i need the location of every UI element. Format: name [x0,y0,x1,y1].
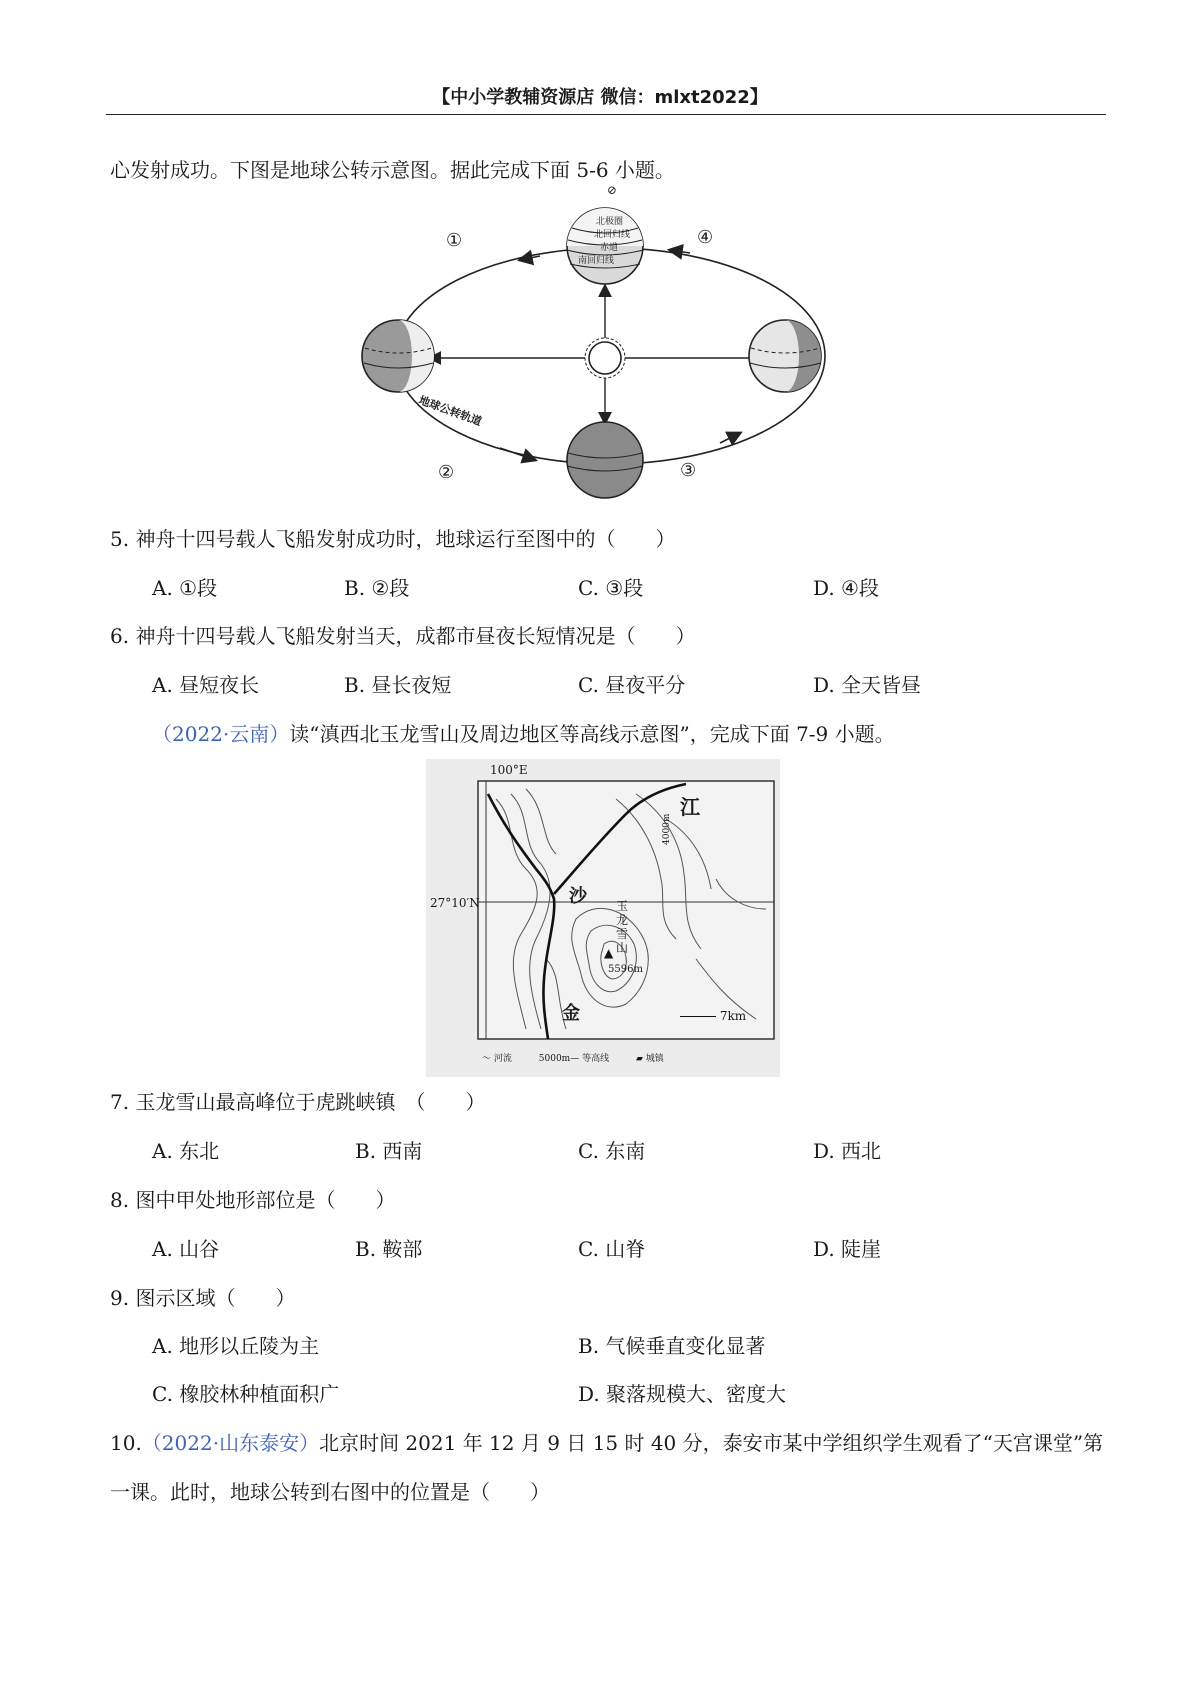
map-river-char-jin: 金 [562,1003,580,1024]
globe-label-3: 赤道 [600,243,619,253]
map-peak-label: 5596m [608,964,643,975]
page-header: 【中小学教辅资源店 微信：mlxt2022】 [432,87,768,108]
q7-option-d[interactable]: D. 西北 [813,1139,882,1163]
arc-label-1: ① [446,230,463,251]
q7-stem: 7. 玉龙雪山最高峰位于虎跳峡镇 （ ） [110,1090,486,1114]
intro-line: 心发射成功。下图是地球公转示意图。据此完成下面 5-6 小题。 [110,158,675,182]
q10-line-1 [110,1429,1103,1457]
map-elevation-label: 4000m [662,813,672,845]
q5-option-b[interactable]: B. ②段 [344,576,410,600]
q10-line-2: 一课。此时，地球公转到右图中的位置是（ ） [110,1480,550,1504]
group-7-9-intro [152,720,895,748]
q5-option-a[interactable]: A. ①段 [152,576,218,600]
globe-label-2: 北回归线 [594,230,631,240]
q8-option-c[interactable]: C. 山脊 [578,1237,646,1261]
map-mountain-label: 玉龙雪山 [616,899,629,955]
map-scale-label: 7km [719,1009,747,1023]
q9-stem: 9. 图示区域（ ） [110,1286,296,1310]
q9-option-d[interactable]: D. 聚落规模大、密度大 [578,1382,787,1406]
source-tag: （2022·云南） [152,722,290,746]
q10-text-1: 北京时间 2021 年 12 月 9 日 15 时 40 分，泰安市某中学组织学生观看了“天宫课堂”第 [319,1431,1104,1455]
orbit-arrow-3 [720,433,740,443]
contour-map [426,759,780,1077]
q6-stem: 6. 神舟十四号载人飞船发射当天，成都市昼夜长短情况是（ ） [110,624,696,648]
orbit-arrow-2 [500,448,535,460]
map-river-char-sha: 沙 [569,886,587,907]
arc-label-2: ② [438,462,455,483]
q8-option-a[interactable]: A. 山谷 [152,1237,220,1261]
map-lat-label: 27°10′N [430,896,480,910]
legend-town: 城镇 [645,1054,664,1064]
arc-label-4: ④ [697,227,714,248]
legend-contour: 5000m— 等高线 [538,1054,610,1064]
map-lon-label: 100°E [490,763,528,777]
q6-option-d[interactable]: D. 全天皆昼 [813,673,922,697]
q9-option-b[interactable]: B. 气候垂直变化显著 [578,1334,766,1358]
svg-text:⊘: ⊘ [607,183,618,197]
map-scale [680,1009,746,1023]
sun-icon [585,338,625,378]
map-river-char-jiang: 江 [680,795,700,819]
q6-option-c[interactable]: C. 昼夜平分 [578,673,686,697]
q7-option-c[interactable]: C. 东南 [578,1139,646,1163]
q5-option-c[interactable]: C. ③段 [578,576,644,600]
q6-option-b[interactable]: B. 昼长夜短 [344,673,452,697]
q6-option-a[interactable]: A. 昼短夜长 [152,673,260,697]
q5-option-d[interactable]: D. ④段 [813,576,879,600]
q5-stem: 5. 神舟十四号载人飞船发射成功时，地球运行至图中的（ ） [110,527,676,551]
q8-stem: 8. 图中甲处地形部位是（ ） [110,1188,396,1212]
q7-option-a[interactable]: A. 东北 [152,1139,220,1163]
header-divider [106,114,1106,115]
q9-option-a[interactable]: A. 地形以丘陵为主 [152,1334,320,1358]
legend-river: 河流 [493,1054,512,1064]
q8-option-b[interactable]: B. 鞍部 [355,1237,423,1261]
q8-option-d[interactable]: D. 陡崖 [813,1237,882,1261]
globe-label-4: 南回归线 [578,256,615,266]
earth-right-icon [749,320,821,392]
earth-bottom-icon [567,422,643,498]
map-legend: 〜 河流 5000m— 等高线 ▰ 城镇 [482,1054,664,1064]
q10-source-tag: （2022·山东泰安） [141,1431,320,1455]
arc-label-3: ③ [680,460,697,481]
earth-top-icon [567,208,643,284]
group-7-9-text: 读“滇西北玉龙雪山及周边地区等高线示意图”，完成下面 7-9 小题。 [289,722,895,746]
globe-label-1: 北极圈 [596,217,624,227]
q10-number: 10. [110,1431,142,1455]
earth-revolution-diagram [360,183,860,510]
earth-left-icon [362,320,434,392]
q7-option-b[interactable]: B. 西南 [355,1139,423,1163]
orbit-label: 地球公转轨道 [416,393,484,429]
svg-text:▲: ▲ [604,946,614,960]
q9-option-c[interactable]: C. 橡胶林种植面积广 [152,1382,340,1406]
